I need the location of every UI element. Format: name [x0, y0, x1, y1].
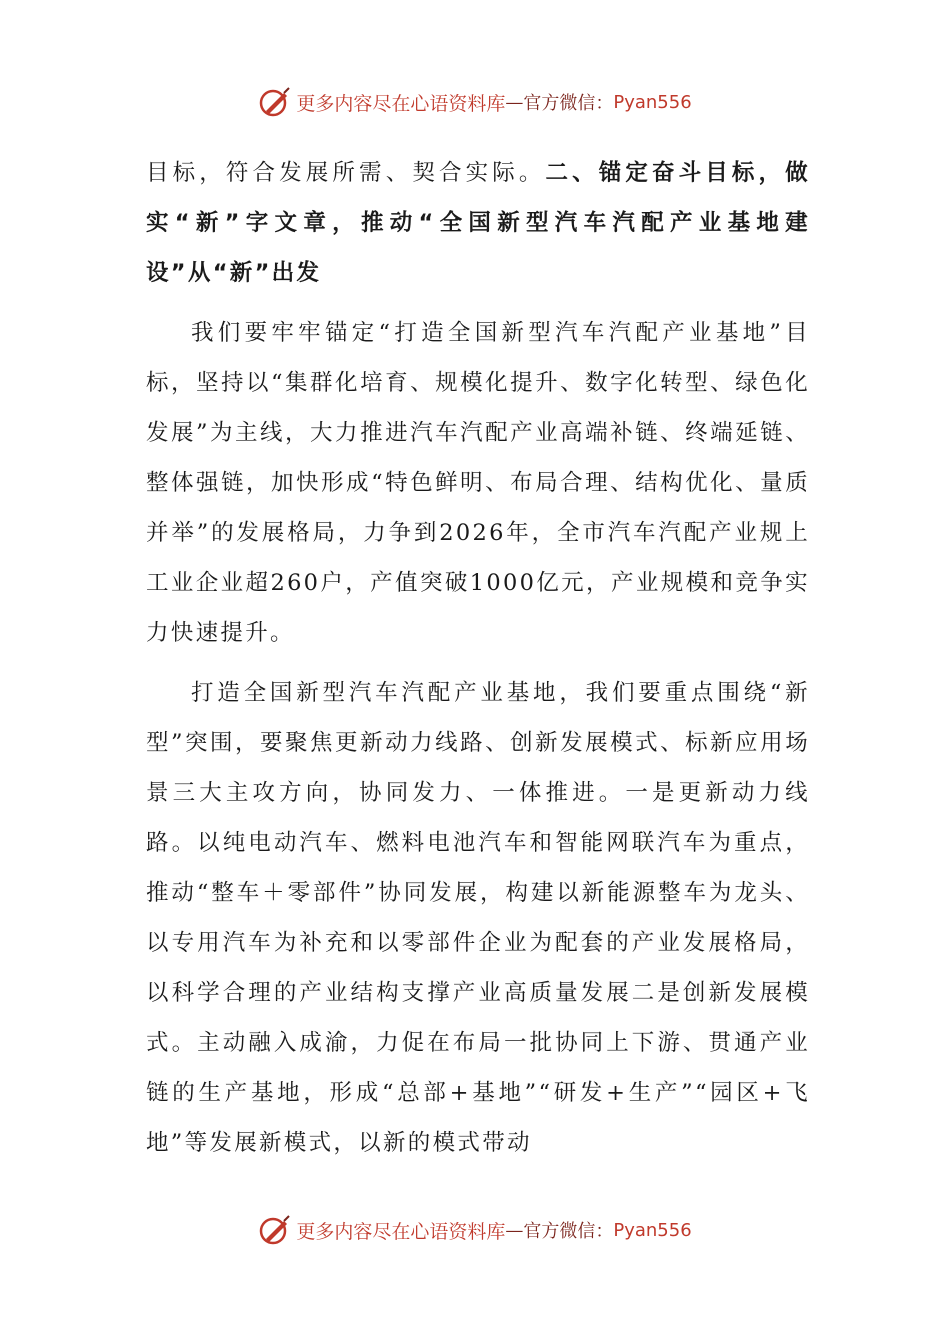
paragraph-2: 我们要牢牢锚定“打造全国新型汽车汽配产业基地”目标，坚持以“集群化培育、规模化提升、数字化转型、绿色化发展”为主线，大力推进汽车汽配产业高端补链、终端延链、整体强链，加快形成“特色鲜明、布局合理、结构优化、量质并举”的发展格局，力争到2026年，全市汽车汽配产业规上工业企业超260户，产值突破1000亿元，产业规模和竞争实力快速提升。 — [146, 320, 810, 646]
paragraph-1-text: 目标，符合发展所需、契合实际。 — [146, 160, 546, 186]
watermark-main-text: 更多内容尽在心语资料库 — [296, 1220, 506, 1243]
section-heading: 二、锚定奋斗目标，做实“新”字文章，推动“全国新型汽车汽配产业基地建设”从“新”出发 — [146, 160, 810, 286]
watermark-sub-text: 官方微信： — [523, 1221, 614, 1242]
watermark-dash: — — [505, 1219, 524, 1241]
watermark-sub-text: 官方微信： — [523, 93, 614, 114]
pen-logo-icon — [258, 1213, 292, 1247]
watermark-handle: Pyan556 — [613, 91, 692, 113]
header-watermark — [0, 82, 950, 122]
watermark-dash: — — [505, 91, 524, 113]
document-body — [146, 148, 810, 1168]
watermark-handle: Pyan556 — [613, 1219, 692, 1241]
paragraph-3: 打造全国新型汽车汽配产业基地，我们要重点围绕“新型”突围，要聚焦更新动力线路、创新发展模式、标新应用场景三大主攻方向，协同发力、一体推进。一是更新动力线路。以纯电动汽车、燃料电池汽车和智能网联汽车为重点，推动“整车＋零部件”协同发展，构建以新能源整车为龙头、以专用汽车为补充和以零部件企业为配套的产业发展格局，以科学合理的产业结构支撑产业高质量发展二是创新发展模式。主动融入成渝，力促在布局一批协同上下游、贯通产业链的生产基地，形成“总部+基地”“研发+生产”“园区+飞地”等发展新模式，以新的模式带动 — [146, 680, 810, 1156]
pen-logo-icon — [258, 85, 292, 119]
paragraph-1 — [146, 148, 810, 298]
watermark-main-text: 更多内容尽在心语资料库 — [296, 92, 506, 115]
footer-watermark — [0, 1210, 950, 1250]
